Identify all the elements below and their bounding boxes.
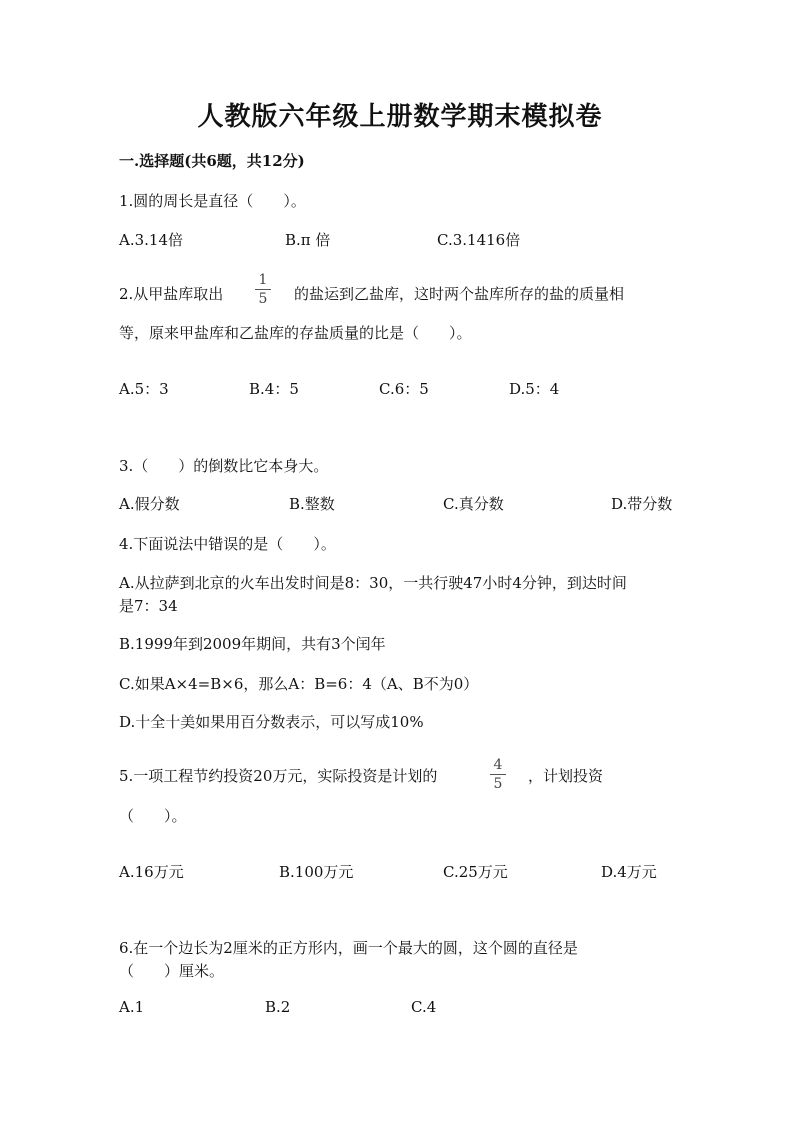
question-2-option-d: D.5：4 <box>509 380 560 398</box>
question-5-option-b: B.100万元 <box>279 863 354 881</box>
question-1-option-c: C.3.1416倍 <box>437 231 521 249</box>
question-4-option-a-line1: A.从拉萨到北京的火车出发时间是8：30，一共行驶47小时4分钟，到达时间 <box>119 574 627 592</box>
question-4-option-d: D.十全十美如果用百分数表示，可以写成10% <box>119 713 424 731</box>
question-2-option-b: B.4：5 <box>249 380 299 398</box>
question-2-option-a: A.5：3 <box>119 380 169 398</box>
question-3-option-b: B.整数 <box>289 495 335 513</box>
question-3-option-a: A.假分数 <box>119 495 180 513</box>
section-heading: 一.选择题(共6题，共12分) <box>119 152 305 170</box>
question-6-option-b: B.2 <box>265 998 291 1016</box>
question-6-stem-line1: 6.在一个边长为2厘米的正方形内，画一个最大的圆，这个圆的直径是 <box>119 939 578 957</box>
question-5-stem-line2: （ ）。 <box>119 807 187 825</box>
question-5-option-c: C.25万元 <box>443 863 508 881</box>
question-5-stem-end: ，计划投资 <box>528 767 604 785</box>
question-5-stem-start: 5.一项工程节约投资20万元，实际投资是计划的 <box>119 767 438 785</box>
fraction-numerator: 1 <box>258 272 268 288</box>
question-3-option-c: C.真分数 <box>443 495 504 513</box>
question-6-stem-line2: （ ）厘米。 <box>119 962 225 980</box>
question-4-option-a-line2: 是7：34 <box>119 597 178 615</box>
question-5-option-a: A.16万元 <box>119 863 184 881</box>
question-2-stem-end: 的盐运到乙盐库，这时两个盐库所存的盐的质量相 <box>294 285 625 303</box>
question-5-fraction <box>488 757 508 792</box>
fraction-bar <box>255 289 271 290</box>
question-3-option-d: D.带分数 <box>611 495 673 513</box>
fraction-bar <box>490 774 506 775</box>
question-6-option-c: C.4 <box>411 998 437 1016</box>
question-2-fraction <box>253 272 273 307</box>
question-5-option-d: D.4万元 <box>601 863 657 881</box>
question-1-option-a: A.3.14倍 <box>119 231 183 249</box>
question-3-stem: 3.（ ）的倒数比它本身大。 <box>119 457 329 475</box>
question-2-stem-start: 2.从甲盐库取出 <box>119 285 224 303</box>
question-1-stem: 1.圆的周长是直径（ ）。 <box>119 192 306 210</box>
fraction-denominator: 5 <box>493 776 503 792</box>
question-4-option-c: C.如果A×4=B×6，那么A：B=6：4（A、B不为0） <box>119 675 479 693</box>
question-2-option-c: C.6：5 <box>379 380 429 398</box>
page-title: 人教版六年级上册数学期末模拟卷 <box>197 102 603 132</box>
question-1-option-b: B.π 倍 <box>285 231 331 249</box>
question-2-stem-line2: 等，原来甲盐库和乙盐库的存盐质量的比是（ ）。 <box>119 324 472 342</box>
question-4-option-b: B.1999年到2009年期间，共有3个闰年 <box>119 635 386 653</box>
fraction-numerator: 4 <box>493 757 503 773</box>
fraction-denominator: 5 <box>258 291 268 307</box>
question-4-stem: 4.下面说法中错误的是（ ）。 <box>119 535 336 553</box>
question-6-option-a: A.1 <box>119 998 145 1016</box>
